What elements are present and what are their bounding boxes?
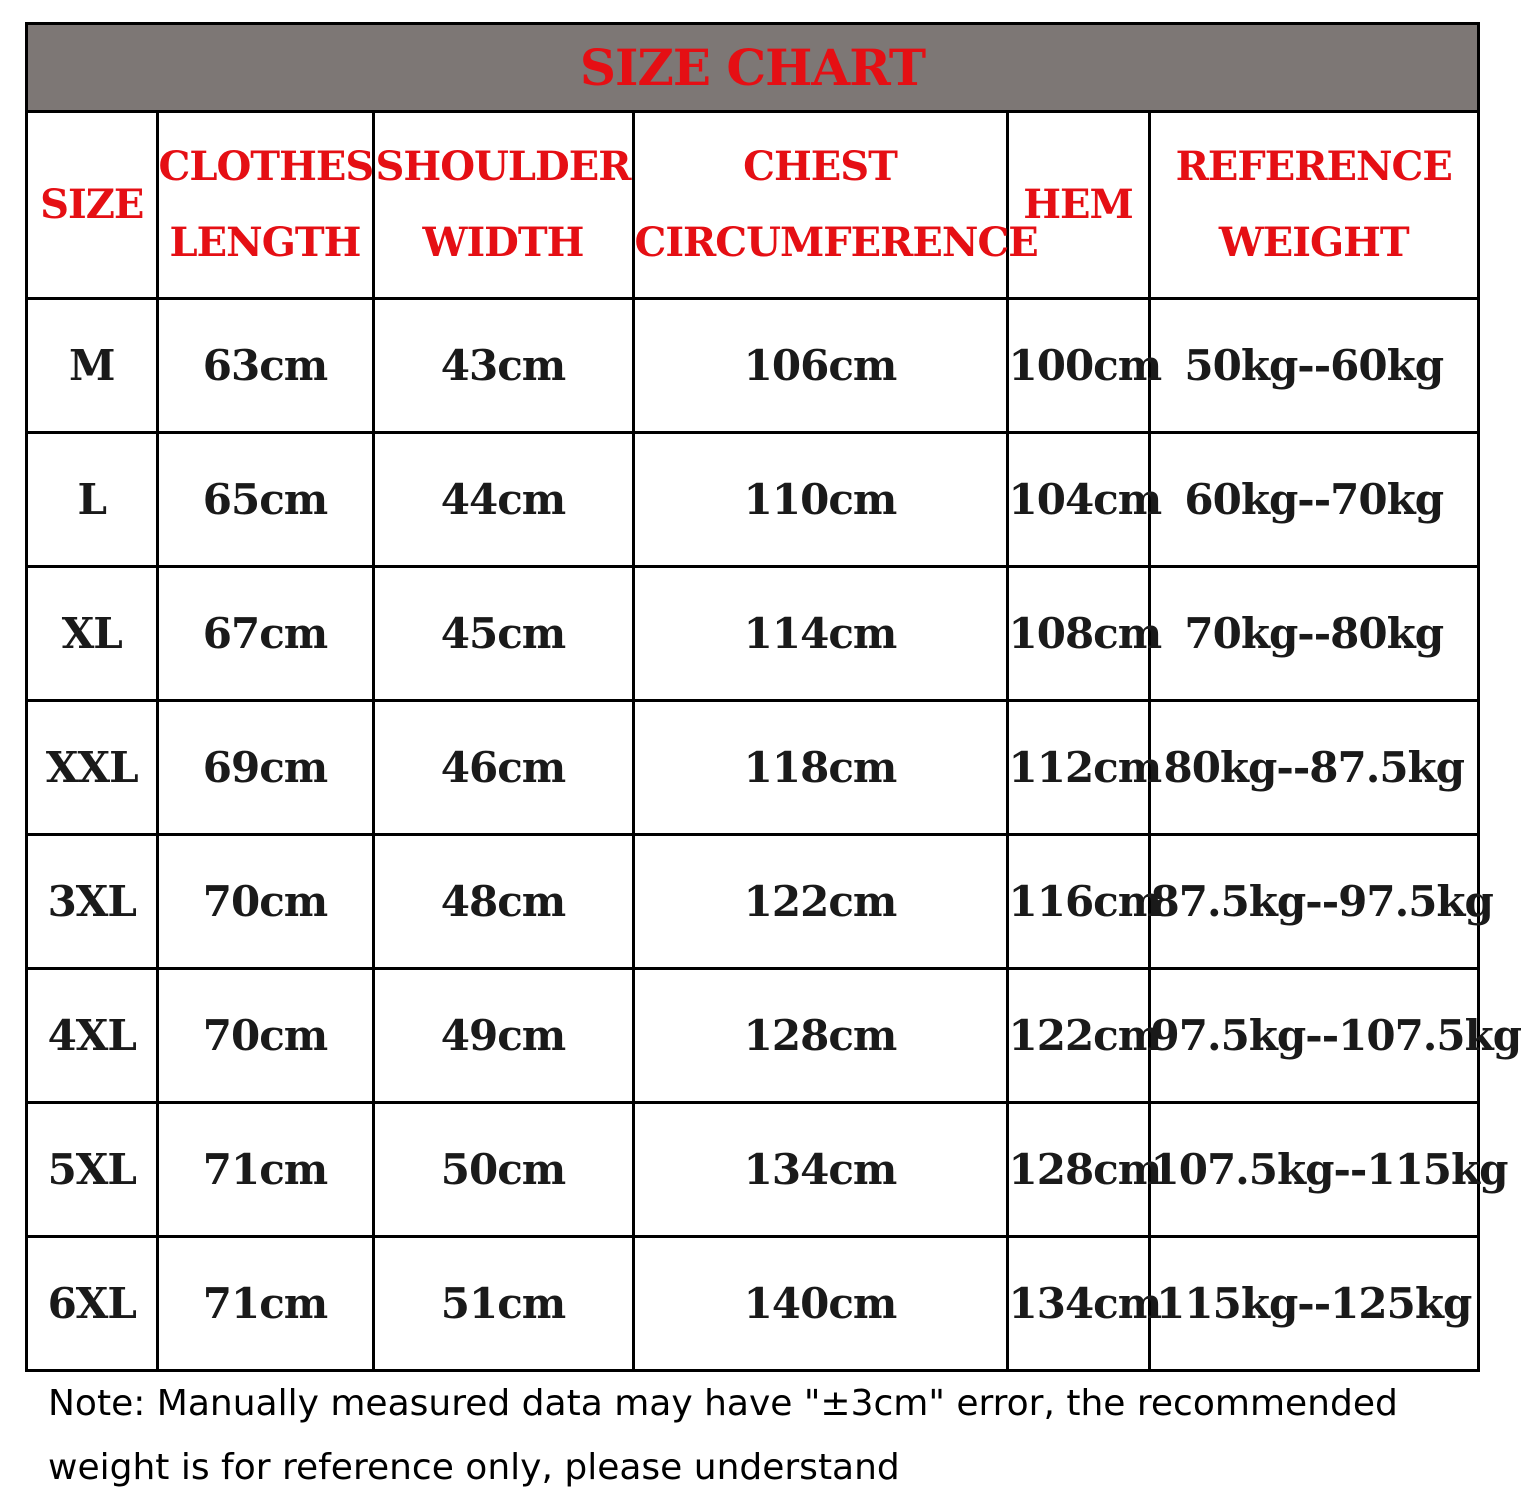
size-chart <box>25 22 1521 1372</box>
clothes-length-cell: 71cm <box>157 1103 373 1237</box>
chest-circumference-cell: 140cm <box>633 1237 1007 1370</box>
size-cell: 5XL <box>28 1103 157 1237</box>
reference-weight-cell: 70kg--80kg <box>1149 567 1477 701</box>
table-row <box>28 1237 1477 1370</box>
hem-cell: 108cm <box>1007 567 1149 701</box>
table-row <box>28 1103 1477 1237</box>
clothes-length-cell: 69cm <box>157 701 373 835</box>
hem-cell: 128cm <box>1007 1103 1149 1237</box>
shoulder-width-cell: 46cm <box>373 701 633 835</box>
size-table <box>28 113 1521 1369</box>
header-reference-weight: REFERENCE WEIGHT <box>1149 113 1477 299</box>
clothes-length-cell: 70cm <box>157 969 373 1103</box>
shoulder-width-cell: 43cm <box>373 299 633 433</box>
clothes-length-cell: 67cm <box>157 567 373 701</box>
chest-circumference-cell: 122cm <box>633 835 1007 969</box>
table-row <box>28 299 1477 433</box>
chest-circumference-cell: 106cm <box>633 299 1007 433</box>
size-cell: 6XL <box>28 1237 157 1370</box>
chest-circumference-cell: 118cm <box>633 701 1007 835</box>
clothes-length-cell: 71cm <box>157 1237 373 1370</box>
hem-cell: 112cm <box>1007 701 1149 835</box>
reference-weight-cell: 50kg--60kg <box>1149 299 1477 433</box>
size-cell: 3XL <box>28 835 157 969</box>
hem-cell: 116cm <box>1007 835 1149 969</box>
chest-circumference-cell: 114cm <box>633 567 1007 701</box>
reference-weight-cell: 60kg--70kg <box>1149 433 1477 567</box>
shoulder-width-cell: 45cm <box>373 567 633 701</box>
chest-circumference-cell: 110cm <box>633 433 1007 567</box>
reference-weight-cell: 107.5kg--115kg <box>1149 1103 1477 1237</box>
reference-weight-cell: 80kg--87.5kg <box>1149 701 1477 835</box>
shoulder-width-cell: 49cm <box>373 969 633 1103</box>
size-rows <box>28 299 1521 1370</box>
shoulder-width-cell: 44cm <box>373 433 633 567</box>
table-row <box>28 567 1477 701</box>
header-size: SIZE <box>28 113 157 299</box>
shoulder-width-cell: 50cm <box>373 1103 633 1237</box>
clothes-length-cell: 63cm <box>157 299 373 433</box>
hem-cell: 134cm <box>1007 1237 1149 1370</box>
size-cell: 4XL <box>28 969 157 1103</box>
header-hem: HEM <box>1007 113 1149 299</box>
size-cell: L <box>28 433 157 567</box>
hem-cell: 104cm <box>1007 433 1149 567</box>
header-row <box>28 113 1477 299</box>
reference-weight-cell: 97.5kg--107.5kg <box>1149 969 1477 1103</box>
clothes-length-cell: 70cm <box>157 835 373 969</box>
table-row <box>28 701 1477 835</box>
shoulder-width-cell: 51cm <box>373 1237 633 1370</box>
table-row <box>28 433 1477 567</box>
size-cell: M <box>28 299 157 433</box>
hem-cell: 100cm <box>1007 299 1149 433</box>
table-row <box>28 969 1477 1103</box>
size-cell: XL <box>28 567 157 701</box>
chart-title: SIZE CHART <box>28 25 1477 113</box>
chest-circumference-cell: 134cm <box>633 1103 1007 1237</box>
measurement-note: Note: Manually measured data may have "±3cm" error, the recommended weight is for reference only, please understand <box>48 1383 1398 1488</box>
size-cell: XXL <box>28 701 157 835</box>
clothes-length-cell: 65cm <box>157 433 373 567</box>
header-shoulder-width: SHOULDER WIDTH <box>373 113 633 299</box>
table-row <box>28 835 1477 969</box>
header-clothes-length: CLOTHES LENGTH <box>157 113 373 299</box>
shoulder-width-cell: 48cm <box>373 835 633 969</box>
chest-circumference-cell: 128cm <box>633 969 1007 1103</box>
reference-weight-cell: 115kg--125kg <box>1149 1237 1477 1370</box>
header-chest-circumference: CHEST CIRCUMFERENCE <box>633 113 1007 299</box>
hem-cell: 122cm <box>1007 969 1149 1103</box>
reference-weight-cell: 87.5kg--97.5kg <box>1149 835 1477 969</box>
